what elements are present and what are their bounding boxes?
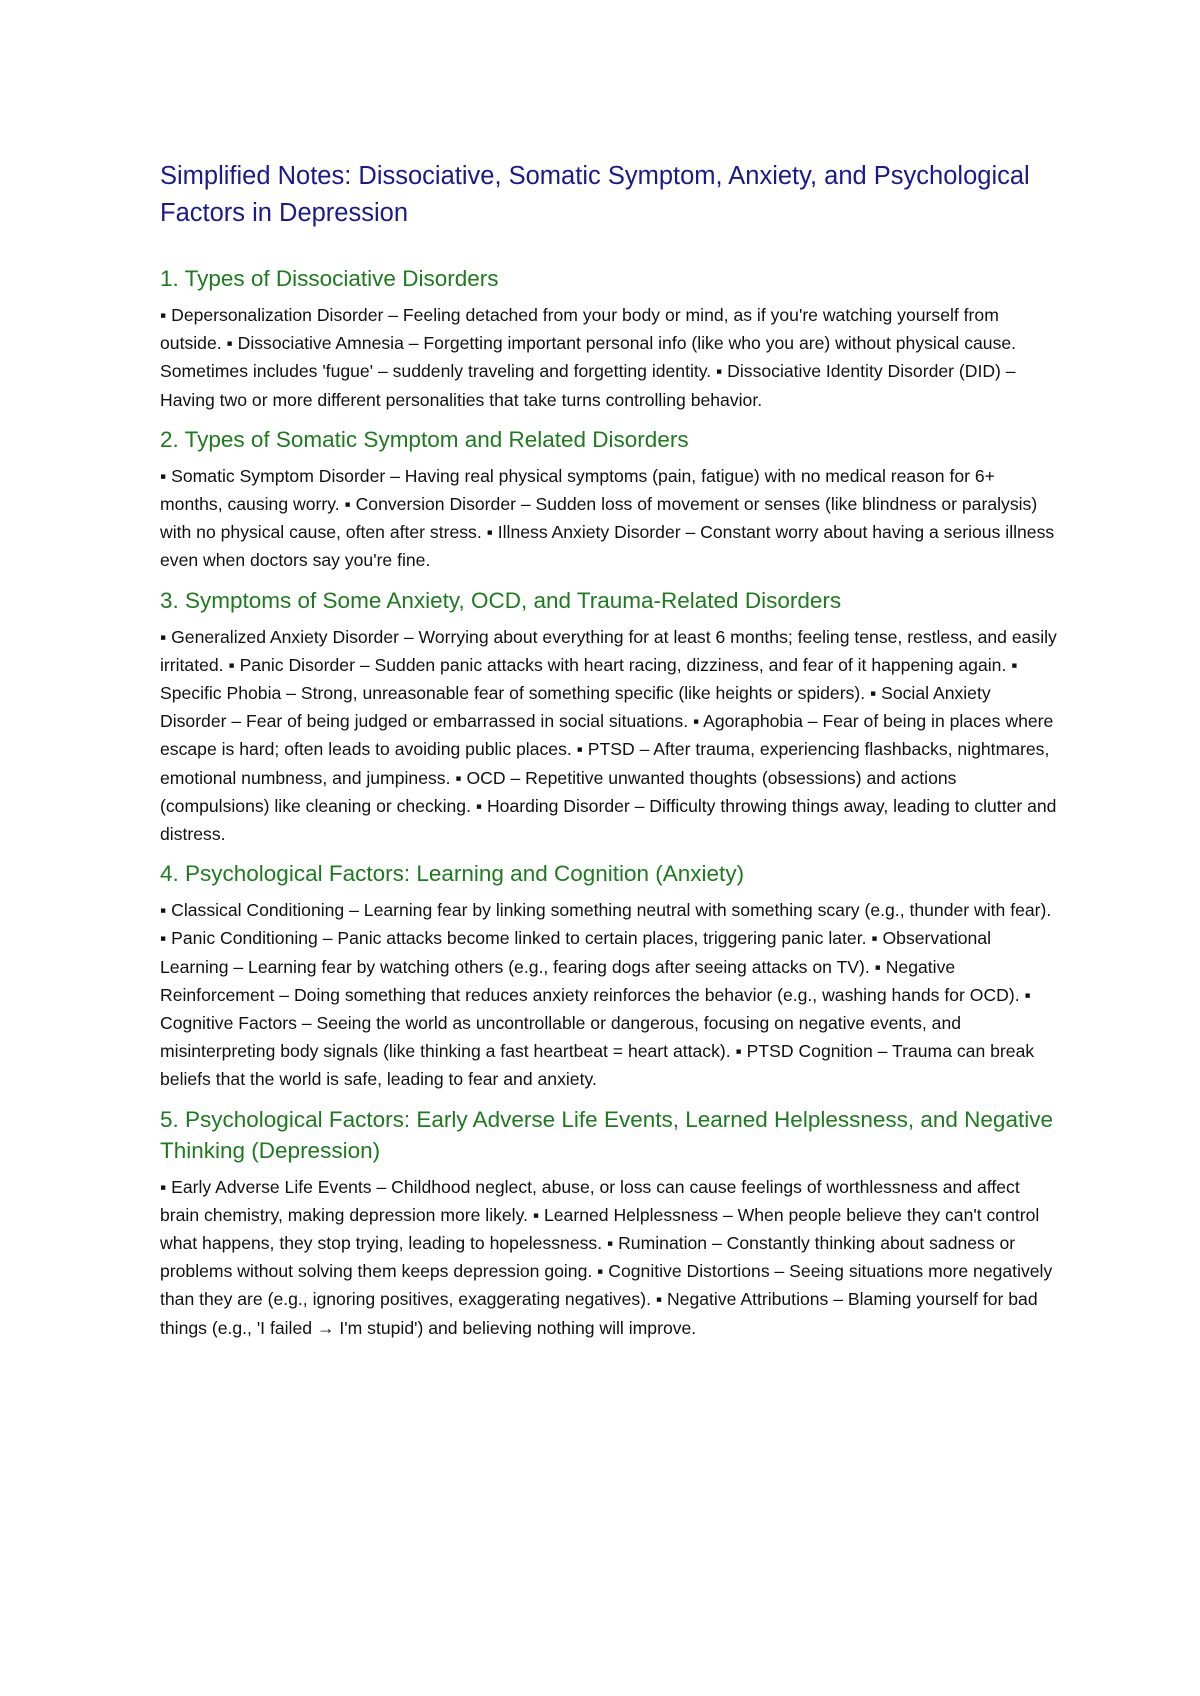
section-heading: 4. Psychological Factors: Learning and Cognition (Anxiety) [160, 861, 745, 887]
section-heading: 5. Psychological Factors: Early Adverse Life Events, Learned Helplessness, and Negative Thinking (Depression) [160, 1106, 1053, 1163]
section-body: ▪ Classical Conditioning – Learning fear by linking something neutral with something scary (e.g., thunder with fear). ▪ Panic Conditioning – Panic attacks become linked to certain places, triggering panic later. ▪ Observational Learning – Learning fear by watching others (e.g., fearing dogs after seeing attacks on TV). ▪ Negative Reinforcement – Doing something that reduces anxiety reinforces the behavior (e.g., washing hands for OCD). ▪ Cognitive Factors – Seeing the world as uncontrollable or dangerous, focusing on negative events, and misinterpreting body signals (like thinking a fast heartbeat = heart attack). ▪ PTSD Cognition – Trauma can break beliefs that the world is safe, leading to fear and anxiety. [160, 900, 1052, 1090]
document-title: Simplified Notes: Dissociative, Somatic Symptom, Anxiety, and Psychological Factors in Depression [160, 162, 1030, 227]
section-heading: 3. Symptoms of Some Anxiety, OCD, and Trauma-Related Disorders [160, 587, 842, 613]
section-heading: 2. Types of Somatic Symptom and Related Disorders [160, 426, 689, 452]
section-learning-cognition [160, 858, 1060, 1093]
section-body: ▪ Early Adverse Life Events – Childhood neglect, abuse, or loss can cause feelings of worthlessness and affect brain chemistry, making depression more likely. ▪ Learned Helplessness – When people believe they can't control what happens, they stop trying, leading to hopelessness. ▪ Rumination – Constantly thinking about sadness or problems without solving them keeps depression going. ▪ Cognitive Distortions – Seeing situations more negatively than they are (e.g., ignoring positives, exaggerating negatives). ▪ Negative Attributions – Blaming yourself for bad things (e.g., 'I failed → I'm stupid') and believing nothing will improve. [160, 1176, 1053, 1338]
section-body: ▪ Generalized Anxiety Disorder – Worrying about everything for at least 6 months; feeling tense, restless, and easily irritated. ▪ Panic Disorder – Sudden panic attacks with heart racing, dizziness, and fear of it happening again. ▪ Specific Phobia – Strong, unreasonable fear of something specific (like heights or spiders). ▪ Social Anxiety Disorder – Fear of being judged or embarrassed in social situations. ▪ Agoraphobia – Fear of being in places where escape is hard; often leads to avoiding public places. ▪ PTSD – After trauma, experiencing flashbacks, nightmares, emotional numbness, and jumpiness. ▪ OCD – Repetitive unwanted thoughts (obsessions) and actions (compulsions) like cleaning or checking. ▪ Hoarding Disorder – Difficulty throwing things away, leading to clutter and distress. [160, 626, 1057, 845]
section-depression-factors [160, 1104, 1060, 1342]
section-somatic-disorders [160, 424, 1060, 575]
section-anxiety-ocd-trauma [160, 585, 1060, 849]
document-page [160, 158, 1060, 1352]
section-heading: 1. Types of Dissociative Disorders [160, 266, 499, 291]
section-dissociative-disorders [160, 263, 1060, 414]
section-body: ▪ Somatic Symptom Disorder – Having real physical symptoms (pain, fatigue) with no medical reason for 6+ months, causing worry. ▪ Conversion Disorder – Sudden loss of movement or senses (like blindness or paralysis) with no physical cause, often after stress. ▪ Illness Anxiety Disorder – Constant worry about having a serious illness even when doctors say you're fine. [160, 465, 1055, 571]
section-body: ▪ Depersonalization Disorder – Feeling detached from your body or mind, as if you're watching yourself from outside. ▪ Dissociative Amnesia – Forgetting important personal info (like who you are) without physical cause. Sometimes includes 'fugue' – suddenly traveling and forgetting identity. ▪ Dissociative Identity Disorder (DID) – Having two or more different personalities that take turns controlling behavior. [160, 305, 1017, 410]
